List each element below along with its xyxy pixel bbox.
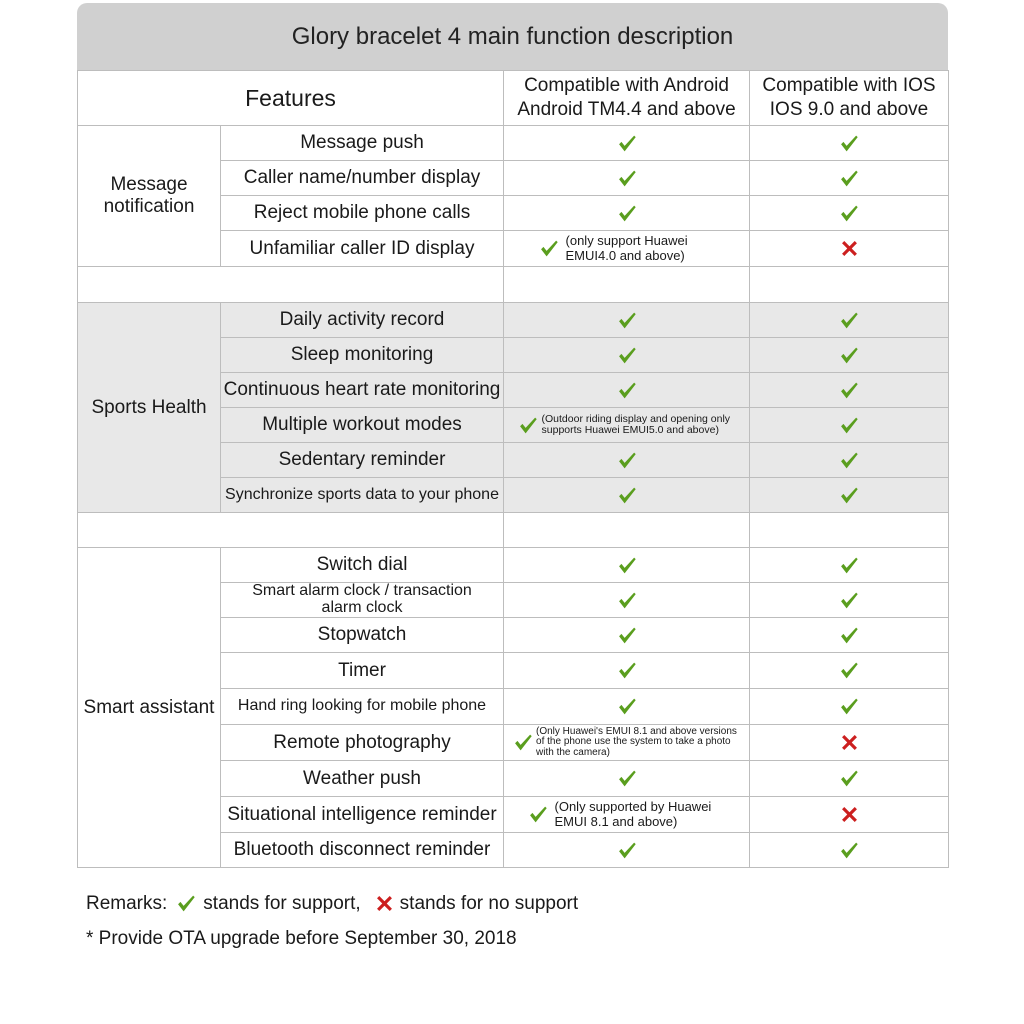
check-icon-wrap: [512, 732, 534, 754]
remarks-support-text: stands for support,: [203, 893, 361, 914]
check-icon: [838, 134, 860, 153]
android-support: [504, 761, 750, 797]
check-icon: [838, 346, 860, 365]
android-support: [504, 443, 750, 478]
android-support: [504, 338, 750, 373]
support-note: [512, 727, 741, 759]
table-row: [78, 126, 949, 161]
check-icon: [838, 486, 860, 505]
check-icon-wrap: [527, 804, 549, 826]
check-icon-wrap: [538, 238, 560, 260]
android-note: (only support Huawei EMUI4.0 and above): [565, 233, 688, 263]
check-icon: [616, 591, 638, 610]
ios-support: [750, 725, 949, 761]
android-note: (Only supported by Huawei EMUI 8.1 and above): [554, 799, 712, 829]
android-support: [504, 725, 750, 761]
ios-support: [750, 196, 949, 231]
android-support: [504, 583, 750, 618]
support-note: [517, 414, 737, 436]
feature-name: Stopwatch: [221, 618, 504, 653]
ios-header-line2: IOS 9.0 and above: [769, 99, 929, 120]
ios-support: [750, 408, 949, 443]
separator-row: [78, 513, 949, 548]
check-icon: [616, 381, 638, 400]
feature-name: Sleep monitoring: [221, 338, 504, 373]
android-support: [504, 126, 750, 161]
feature-name: Switch dial: [221, 548, 504, 583]
cross-icon: [840, 805, 859, 824]
android-support: [504, 373, 750, 408]
check-icon: [616, 451, 638, 470]
remarks-label: Remarks:: [86, 893, 168, 914]
ios-header-line1: Compatible with IOS: [762, 75, 936, 97]
android-support: [504, 161, 750, 196]
cross-icon: [375, 894, 394, 913]
page-title: Glory bracelet 4 main function description: [77, 3, 948, 70]
feature-name: Multiple workout modes: [221, 408, 504, 443]
check-icon: [838, 841, 860, 860]
android-support: [504, 797, 750, 833]
feature-name: Reject mobile phone calls: [221, 196, 504, 231]
feature-name: Situational intelligence reminder: [221, 797, 504, 833]
ios-support: [750, 833, 949, 868]
support-note: [527, 800, 727, 829]
ios-support: [750, 338, 949, 373]
check-icon: [838, 416, 860, 435]
check-icon: [616, 841, 638, 860]
table-row: [78, 548, 949, 583]
cross-icon: [840, 239, 859, 258]
feature-name: Hand ring looking for mobile phone: [221, 689, 504, 725]
ios-support: [750, 583, 949, 618]
android-support: [504, 408, 750, 443]
table-row: [78, 303, 949, 338]
ios-support: [750, 761, 949, 797]
ios-header: [750, 71, 949, 126]
check-icon: [538, 239, 560, 258]
feature-name: Weather push: [221, 761, 504, 797]
remarks-no-support-text: stands for no support: [399, 893, 579, 914]
check-icon: [616, 311, 638, 330]
check-icon: [838, 591, 860, 610]
check-icon: [838, 769, 860, 788]
ios-support: [750, 161, 949, 196]
feature-name: Remote photography: [221, 725, 504, 761]
ios-support: [750, 689, 949, 725]
android-note: (Only Huawei's EMUI 8.1 and above versions of the phone use the system to take a photo with the camera): [536, 725, 737, 758]
check-icon: [527, 805, 549, 824]
check-icon: [517, 416, 539, 435]
check-icon-wrap: [517, 414, 539, 436]
function-table: [77, 70, 949, 868]
feature-name: Message push: [221, 126, 504, 161]
ios-support: [750, 618, 949, 653]
ios-support: [750, 231, 949, 267]
android-header-line1: Compatible with Android: [524, 75, 729, 97]
check-icon: [512, 733, 534, 752]
check-icon: [616, 346, 638, 365]
legend-check-wrap: [167, 893, 203, 915]
feature-name: Smart alarm clock / transaction alarm clock: [221, 583, 504, 618]
check-icon: [616, 697, 638, 716]
features-header: Features: [78, 71, 504, 126]
check-icon: [838, 204, 860, 223]
check-icon: [838, 661, 860, 680]
android-header: [504, 71, 750, 126]
check-icon: [838, 556, 860, 575]
android-support: [504, 689, 750, 725]
check-icon: [616, 626, 638, 645]
feature-name: Continuous heart rate monitoring: [221, 373, 504, 408]
table-header-row: [78, 71, 949, 126]
android-support: [504, 653, 750, 689]
ios-support: [750, 443, 949, 478]
group-label-sports: Sports Health: [78, 303, 221, 513]
check-icon: [616, 169, 638, 188]
ios-support: [750, 653, 949, 689]
check-icon: [838, 697, 860, 716]
check-icon: [175, 894, 197, 913]
android-support: [504, 196, 750, 231]
android-support: [504, 833, 750, 868]
android-support: [504, 478, 750, 513]
feature-name: Bluetooth disconnect reminder: [221, 833, 504, 868]
check-icon: [838, 451, 860, 470]
ota-note: * Provide OTA upgrade before September 30, 2018: [86, 928, 517, 949]
android-support: [504, 618, 750, 653]
check-icon: [616, 556, 638, 575]
legend-cross-wrap: [367, 893, 400, 915]
check-icon: [838, 311, 860, 330]
feature-name: Unfamiliar caller ID display: [221, 231, 504, 267]
check-icon: [616, 486, 638, 505]
android-header-line2: Android TM4.4 and above: [517, 99, 736, 120]
android-support: [504, 303, 750, 338]
remarks-legend: [86, 893, 578, 915]
group-label-smart: Smart assistant: [78, 548, 221, 868]
check-icon: [838, 381, 860, 400]
check-icon: [616, 204, 638, 223]
feature-name: Caller name/number display: [221, 161, 504, 196]
android-note: (Outdoor riding display and opening only supports Huawei EMUI5.0 and above): [541, 412, 731, 436]
feature-name: Sedentary reminder: [221, 443, 504, 478]
support-note: [538, 234, 716, 263]
ios-support: [750, 797, 949, 833]
ios-support: [750, 373, 949, 408]
ios-support: [750, 303, 949, 338]
feature-name: Timer: [221, 653, 504, 689]
check-icon: [838, 169, 860, 188]
group-label-message: Message notification: [78, 126, 221, 267]
ios-support: [750, 478, 949, 513]
ios-support: [750, 126, 949, 161]
android-support: [504, 231, 750, 267]
check-icon: [616, 661, 638, 680]
ios-support: [750, 548, 949, 583]
cross-icon: [840, 733, 859, 752]
check-icon: [838, 626, 860, 645]
android-support: [504, 548, 750, 583]
separator-row: [78, 267, 949, 303]
check-icon: [616, 769, 638, 788]
check-icon: [616, 134, 638, 153]
feature-name: Synchronize sports data to your phone: [221, 478, 504, 513]
feature-name: Daily activity record: [221, 303, 504, 338]
